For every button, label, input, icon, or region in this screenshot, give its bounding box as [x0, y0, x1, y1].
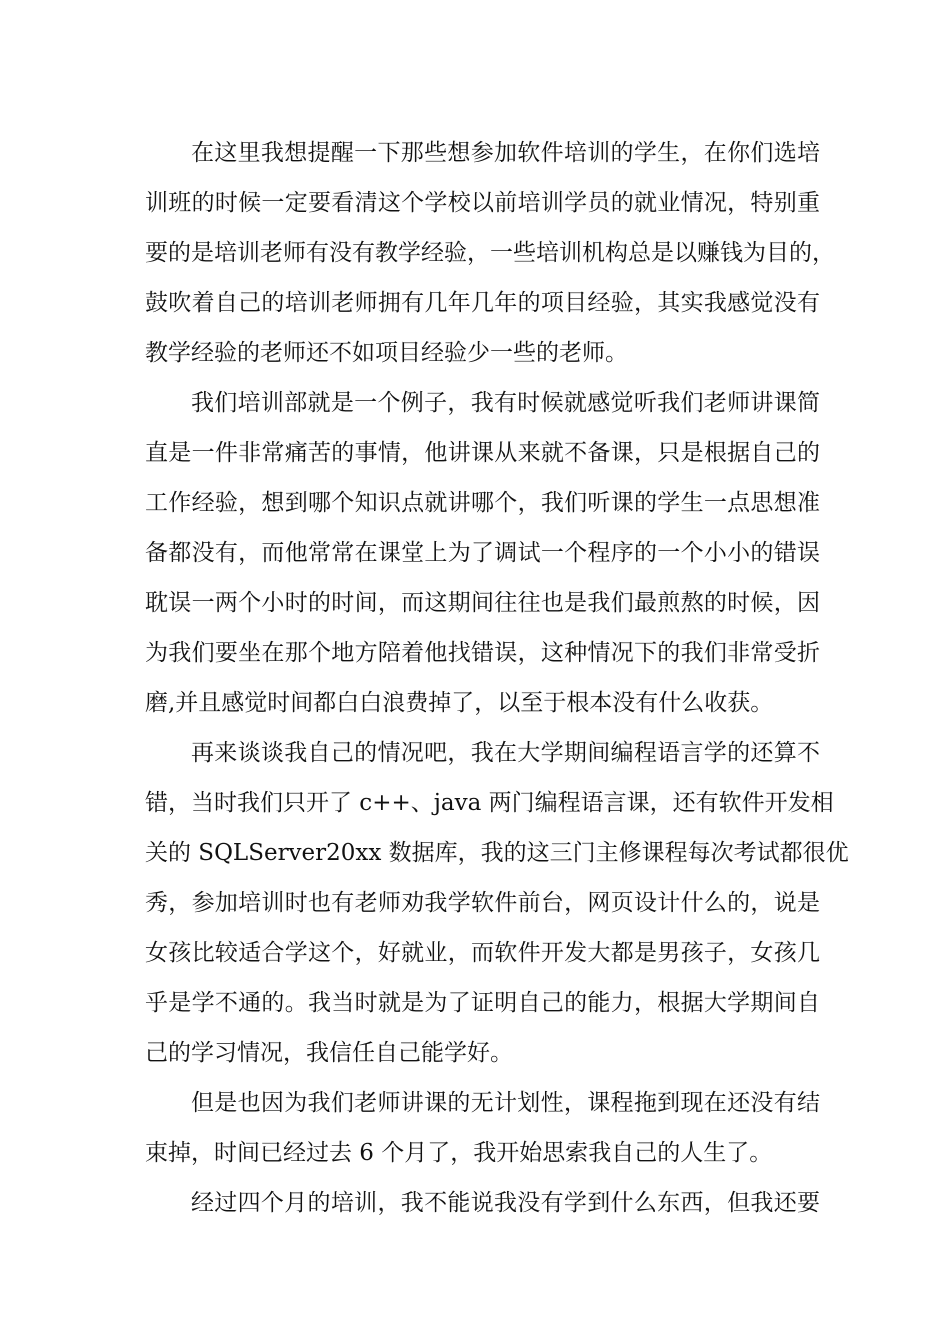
paragraph-2-line-3: 工作经验，想到哪个知识点就讲哪个，我们听课的学生一点思想准 [145, 490, 820, 516]
paragraph-3-line-3: 关的 SQLServer20xx 数据库，我的这三门主修课程每次考试都很优 [145, 840, 849, 866]
paragraph-3-line-5: 女孩比较适合学这个，好就业，而软件开发大都是男孩子，女孩几 [145, 940, 820, 966]
paragraph-2-line-1: 我们培训部就是一个例子，我有时候就感觉听我们老师讲课简 [191, 390, 820, 416]
paragraph-2-line-4: 备都没有，而他常常在课堂上为了调试一个程序的一个小小的错误 [145, 540, 820, 566]
paragraph-1-line-4: 鼓吹着自己的培训老师拥有几年几年的项目经验，其实我感觉没有 [145, 290, 820, 316]
paragraph-2-line-2: 直是一件非常痛苦的事情，他讲课从来就不备课，只是根据自己的 [145, 440, 820, 466]
paragraph-2-line-7: 磨,并且感觉时间都白白浪费掉了，以至于根本没有什么收获。 [145, 690, 774, 716]
paragraph-1-line-5: 教学经验的老师还不如项目经验少一些的老师。 [145, 340, 628, 366]
paragraph-1-line-2: 训班的时候一定要看清这个学校以前培训学员的就业情况，特别重 [145, 190, 820, 216]
paragraph-1-line-3: 要的是培训老师有没有教学经验，一些培训机构总是以赚钱为目的， [145, 240, 835, 266]
paragraph-1-line-1: 在这里我想提醒一下那些想参加软件培训的学生，在你们选培 [191, 140, 820, 166]
paragraph-3-line-2: 错，当时我们只开了 c++、java 两门编程语言课，还有软件开发相 [145, 790, 834, 816]
paragraph-5-line-1: 经过四个月的培训，我不能说我没有学到什么东西，但我还要 [191, 1190, 820, 1216]
paragraph-4-line-2: 束掉，时间已经过去 6 个月了，我开始思索我自己的人生了。 [145, 1140, 773, 1166]
paragraph-4-line-1: 但是也因为我们老师讲课的无计划性，课程拖到现在还没有结 [191, 1090, 820, 1116]
document-body [145, 128, 849, 1228]
paragraph-3-line-4: 秀，参加培训时也有老师劝我学软件前台，网页设计什么的，说是 [145, 890, 820, 916]
paragraph-3-line-1: 再来谈谈我自己的情况吧，我在大学期间编程语言学的还算不 [191, 740, 820, 766]
paragraph-2-line-5: 耽误一两个小时的时间，而这期间往往也是我们最煎熬的时候，因 [145, 590, 820, 616]
paragraph-3-line-6: 乎是学不通的。我当时就是为了证明自己的能力，根据大学期间自 [145, 990, 820, 1016]
paragraph-2-line-6: 为我们要坐在那个地方陪着他找错误，这种情况下的我们非常受折 [145, 640, 820, 666]
paragraph-3-line-7: 己的学习情况，我信任自己能学好。 [145, 1040, 513, 1066]
